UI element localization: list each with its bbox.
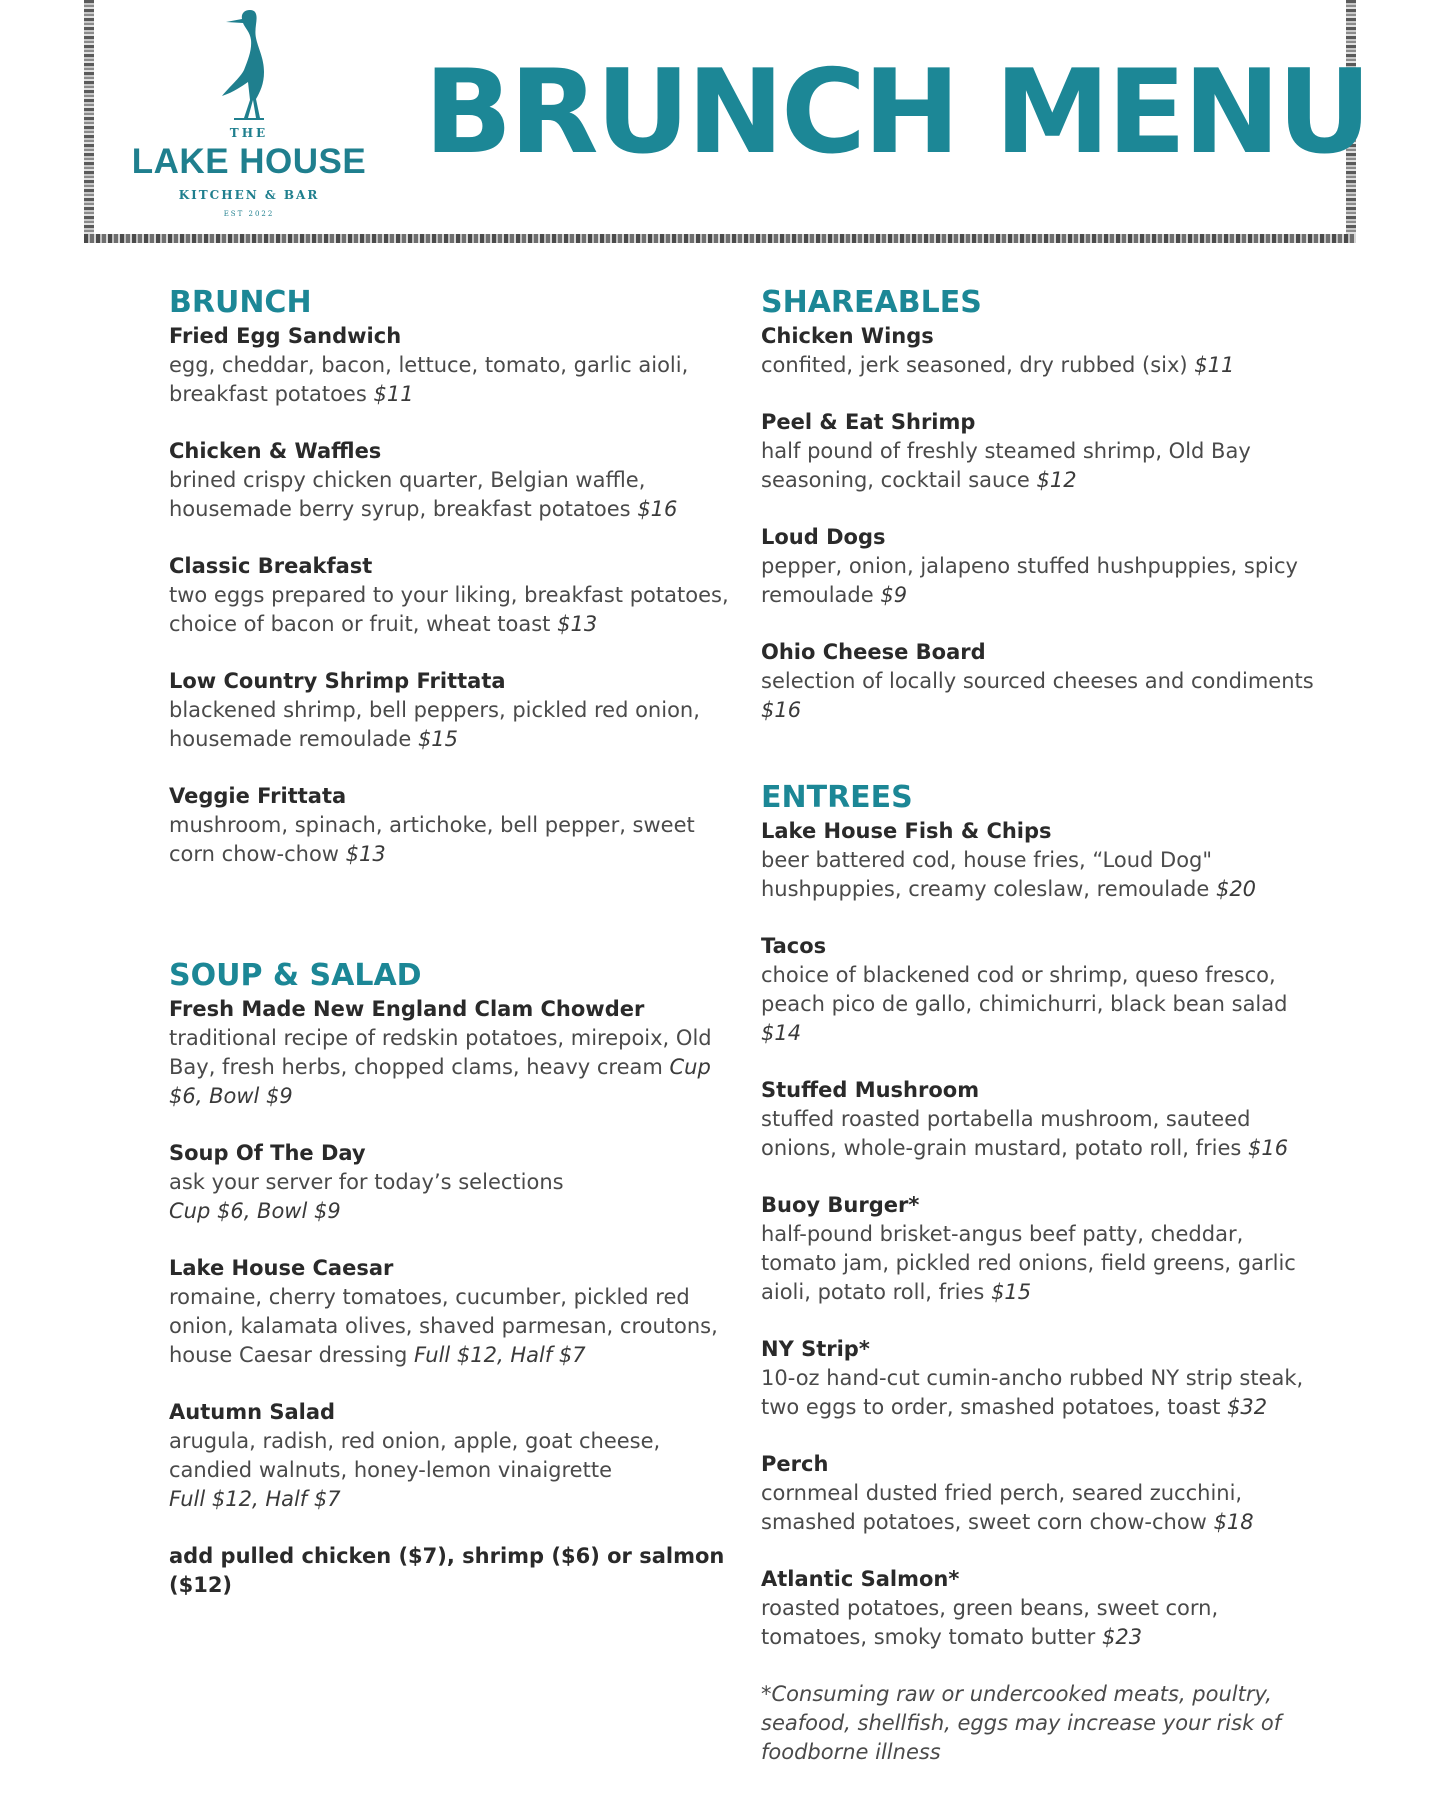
item-description	[761, 961, 1321, 1048]
item-price: $12	[1036, 468, 1077, 492]
item-name: Chicken & Waffles	[169, 439, 382, 463]
section-title-entrees: ENTREES	[761, 780, 913, 815]
item-desc-text: 10-oz hand-cut cumin-ancho rubbed NY strip steak, two eggs to order, smashed potatoes, toast	[761, 1366, 1304, 1419]
menu-header	[84, 0, 1369, 243]
item-description	[169, 351, 729, 409]
menu-item	[169, 1254, 729, 1370]
item-desc-text: arugula, radish, red onion, apple, goat cheese, candied walnuts, honey-lemon vinaigrette	[169, 1429, 661, 1482]
menu-item	[761, 932, 1321, 1048]
item-price: Full $12, Half $7	[169, 1487, 341, 1511]
heron-icon	[204, 4, 294, 124]
item-price: $15	[417, 727, 459, 751]
salad-addon-note: add pulled chicken ($7), shrimp ($6) or salmon ($12)	[169, 1544, 725, 1597]
item-name: Lake House Fish & Chips	[761, 819, 1052, 843]
item-description	[169, 1283, 729, 1370]
item-name: Atlantic Salmon*	[761, 1567, 960, 1591]
menu-item	[169, 995, 729, 1111]
menu-item	[761, 523, 1321, 610]
section-title-soup-salad: SOUP & SALAD	[169, 958, 422, 993]
logo-subtitle: KITCHEN & BAR	[178, 188, 320, 202]
page-title: BRUNCH MENU	[424, 45, 1369, 180]
header-border-bottom	[84, 234, 1356, 243]
lake-house-logo	[124, 4, 374, 232]
item-desc-text: selection of locally sourced cheeses and condiments	[761, 669, 1314, 693]
item-name: Perch	[761, 1452, 829, 1476]
item-name: Tacos	[761, 934, 827, 958]
menu-item	[761, 1335, 1321, 1422]
item-desc-text: half pound of freshly steamed shrimp, Old Bay seasoning, cocktail sauce	[761, 439, 1251, 492]
item-description	[761, 437, 1321, 495]
item-name: Fresh Made New England Clam Chowder	[169, 997, 645, 1021]
item-description	[169, 581, 729, 639]
item-name: Classic Breakfast	[169, 554, 373, 578]
item-desc-text: pepper, onion, jalapeno stuffed hushpuppies, spicy remoulade	[761, 554, 1298, 607]
item-desc-text: half-pound brisket-angus beef patty, cheddar, tomato jam, pickled red onions, field greens, garlic aioli, potato roll, fries	[761, 1222, 1296, 1304]
item-description	[169, 1168, 729, 1226]
item-price: $18	[1213, 1510, 1254, 1534]
menu-item	[169, 782, 729, 869]
item-desc-text: blackened shrimp, bell peppers, pickled red onion, housemade remoulade	[169, 698, 700, 751]
item-description	[169, 696, 729, 754]
item-desc-text: roasted potatoes, green beans, sweet corn, tomatoes, smoky tomato butter	[761, 1596, 1219, 1649]
menu-item	[169, 667, 729, 754]
item-desc-text: romaine, cherry tomatoes, cucumber, pickled red onion, kalamata olives, shaved parmesan, croutons, house Caesar dressing	[169, 1285, 718, 1367]
item-description	[169, 1427, 729, 1514]
item-name: Chicken Wings	[761, 324, 934, 348]
section-title-brunch: BRUNCH	[169, 285, 312, 320]
item-price: $20	[1215, 877, 1257, 901]
item-price: $15	[991, 1280, 1032, 1304]
food-safety-disclaimer: *Consuming raw or undercooked meats, poultry, seafood, shellfish, eggs may increase your risk of foodborne illness	[761, 1682, 1282, 1764]
menu-item	[761, 322, 1321, 380]
menu-item	[169, 322, 729, 409]
section-title-shareables: SHAREABLES	[761, 285, 982, 320]
menu-item	[761, 1450, 1321, 1537]
menu-item	[169, 437, 729, 524]
item-description	[761, 1105, 1321, 1163]
item-description	[761, 1594, 1321, 1652]
menu-item	[761, 1565, 1321, 1652]
item-name: Autumn Salad	[169, 1400, 336, 1424]
item-name: Veggie Frittata	[169, 784, 347, 808]
item-name: Buoy Burger*	[761, 1193, 920, 1217]
item-name: Soup Of The Day	[169, 1141, 366, 1165]
item-price: $32	[1227, 1395, 1268, 1419]
item-description	[761, 1220, 1321, 1307]
menu-item	[761, 1191, 1321, 1307]
item-description	[761, 1479, 1321, 1537]
item-desc-text: stuffed roasted portabella mushroom, sauteed onions, whole-grain mustard, potato roll, fries	[761, 1107, 1251, 1160]
item-desc-text: brined crispy chicken quarter, Belgian waffle, housemade berry syrup, breakfast potatoes	[169, 468, 646, 521]
item-price: $13	[345, 842, 386, 866]
item-name: Ohio Cheese Board	[761, 640, 986, 664]
menu-item	[761, 408, 1321, 495]
item-price: $11	[1194, 353, 1235, 377]
left-column	[169, 284, 729, 1600]
item-name: Stuffed Mushroom	[761, 1078, 980, 1102]
item-description	[761, 667, 1321, 725]
logo-the: THE	[229, 126, 269, 140]
menu-item	[761, 1076, 1321, 1163]
item-desc-text: traditional recipe of redskin potatoes, mirepoix, Old Bay, fresh herbs, chopped clams, heavy cream	[169, 1026, 712, 1079]
item-name: Low Country Shrimp Frittata	[169, 669, 506, 693]
item-desc-text: choice of blackened cod or shrimp, queso fresco, peach pico de gallo, chimichurri, black bean salad	[761, 963, 1288, 1016]
item-name: Lake House Caesar	[169, 1256, 394, 1280]
item-desc-text: two eggs prepared to your liking, breakfast potatoes, choice of bacon or fruit, wheat toast	[169, 583, 729, 636]
item-price: $16	[637, 497, 678, 521]
menu-item	[761, 638, 1321, 725]
item-price: $11	[373, 382, 414, 406]
item-description	[761, 1364, 1321, 1422]
item-desc-text: cornmeal dusted fried perch, seared zucchini, smashed potatoes, sweet corn chow-chow	[761, 1481, 1243, 1534]
item-price: $14	[761, 1021, 802, 1045]
item-description	[761, 846, 1321, 904]
item-price: $23	[1101, 1625, 1143, 1649]
item-desc-text: mushroom, spinach, artichoke, bell pepper, sweet corn chow-chow	[169, 813, 695, 866]
right-column	[761, 284, 1321, 1767]
menu-item	[169, 1398, 729, 1514]
menu-item	[169, 1139, 729, 1226]
item-name: Fried Egg Sandwich	[169, 324, 402, 348]
header-border-left	[84, 0, 94, 240]
logo-established: EST 2022	[223, 210, 275, 218]
menu-item	[169, 552, 729, 639]
item-price: $16	[761, 698, 802, 722]
item-price: Cup $6, Bowl $9	[169, 1055, 711, 1108]
item-price: $16	[1248, 1136, 1289, 1160]
item-price: $9	[880, 583, 908, 607]
item-description	[169, 1024, 729, 1111]
item-name: Loud Dogs	[761, 525, 886, 549]
item-desc-text: beer battered cod, house fries, “Loud Dog" hushpuppies, creamy coleslaw, remoulade	[761, 848, 1213, 901]
menu-item	[761, 817, 1321, 904]
item-price: Cup $6, Bowl $9	[169, 1199, 341, 1223]
item-desc-text: confited, jerk seasoned, dry rubbed (six)	[761, 353, 1188, 377]
item-description	[169, 811, 729, 869]
item-desc-text: egg, cheddar, bacon, lettuce, tomato, garlic aioli, breakfast potatoes	[169, 353, 689, 406]
item-description	[761, 351, 1321, 380]
logo-name: LAKE HOUSE	[131, 142, 367, 181]
item-price: $13	[557, 612, 598, 636]
item-name: Peel & Eat Shrimp	[761, 410, 976, 434]
item-name: NY Strip*	[761, 1337, 870, 1361]
item-desc-text: ask your server for today’s selections	[169, 1170, 564, 1194]
item-description	[169, 466, 729, 524]
item-description	[761, 552, 1321, 610]
item-price: Full $12, Half $7	[414, 1343, 586, 1367]
